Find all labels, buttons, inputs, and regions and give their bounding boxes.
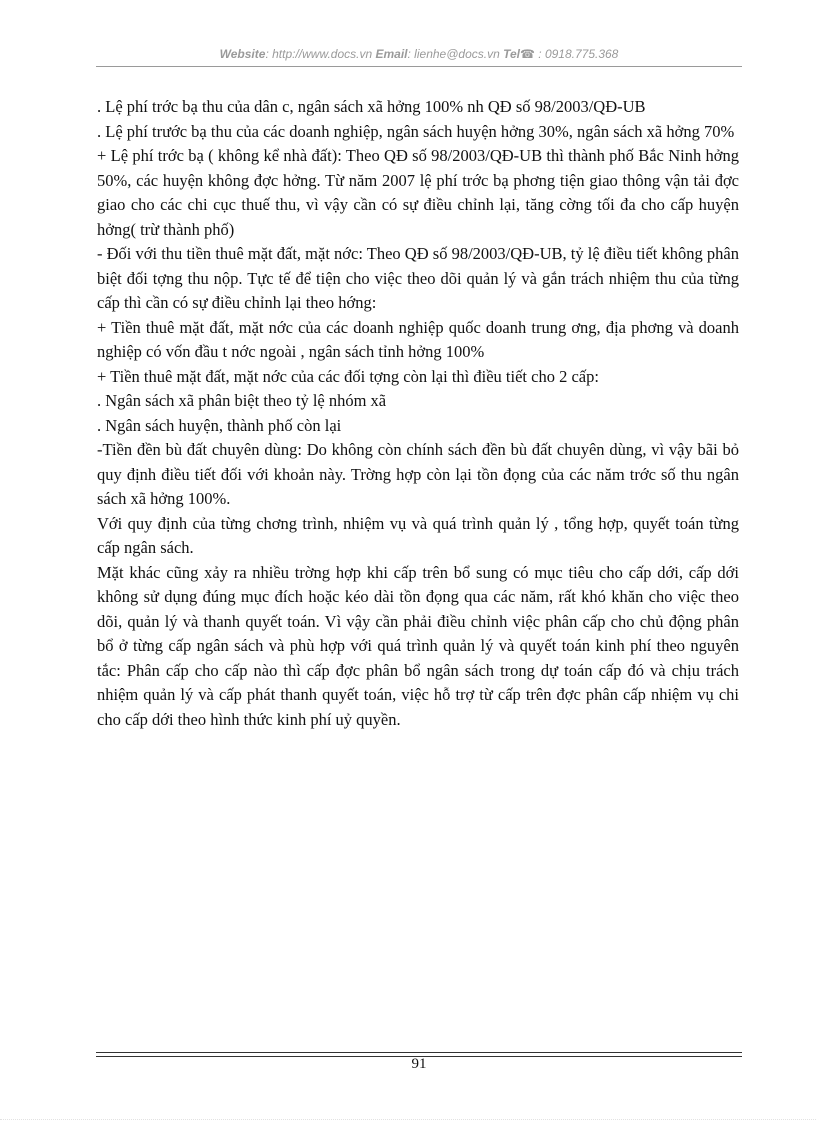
email-label: Email xyxy=(375,47,408,61)
document-body xyxy=(97,95,739,732)
paragraph: . Lệ phí trước bạ thu của các doanh nghiệp, ngân sách huyện hởng 30%, ngân sách xã hởng 70% xyxy=(97,121,735,141)
paragraph: - Đối với thu tiền thuê mặt đất, mặt nớc: Theo QĐ số 98/2003/QĐ-UB, tỷ lệ điều tiết không phân biệt đối tợng thu nộp. Tực tế để tiện cho việc theo dõi quản lý và gắn trách nhiệm thu của từng cấp thì cần có sự điều chỉnh lại theo hớng: xyxy=(97,244,739,312)
tel-value: ☎ : 0918.775.368 xyxy=(520,47,619,61)
page-number: 91 xyxy=(411,1056,427,1072)
paragraph: Với quy định của từng chơng trình, nhiệm vụ và quá trình quản lý , tổng hợp, quyết toán từng cấp ngân sách. xyxy=(97,513,739,557)
paragraph: Mặt khác cũng xảy ra nhiều trờng hợp khi cấp trên bổ sung có mục tiêu cho cấp dới, cấp dới không sử dụng đúng mục đích hoặc kéo dài tồn đọng qua các năm, rất khó khăn cho việc theo dõi, quản lý và thanh quyết toán. Vì vậy cần phải điều chỉnh việc phân cấp cho chủ động phân bổ ở từng cấp ngân sách và phù hợp với quá trình quản lý và quyết toán kinh phí theo nguyên tắc: Phân cấp cho cấp nào thì cấp đợc phân bổ ngân sách trong dự toán cấp đó và chịu trách nhiệm quản lý và cấp phát thanh quyết toán, việc hỗ trợ từ cấp trên đợc phân cấp nhiệm vụ chi cho cấp dới theo hình thức kinh phí uỷ quyền. xyxy=(97,562,739,729)
page-bottom-edge xyxy=(0,1119,816,1120)
email-value: : lienhe@docs.vn xyxy=(407,47,500,61)
tel-label: Tel xyxy=(503,47,520,61)
paragraph: . Lệ phí trớc bạ thu của dân c, ngân sách xã hởng 100% nh QĐ số 98/2003/QĐ-UB xyxy=(97,97,646,116)
paragraph: + Tiền thuê mặt đất, mặt nớc của các doanh nghiệp quốc doanh trung ơng, địa phơng và doanh nghiệp có vốn đầu t nớc ngoài , ngân sách tỉnh hởng 100% xyxy=(97,317,739,361)
page-header xyxy=(96,47,742,61)
paragraph: -Tiền đền bù đất chuyên dùng: Do không còn chính sách đền bù đất chuyên dùng, vì vậy bãi bỏ quy định điều tiết đối với khoản này. Trờng hợp còn lại tồn đọng của các năm trớc số thu ngân sách xã hởng 100%. xyxy=(97,440,739,508)
website-label: Website xyxy=(219,47,266,61)
website-value: : http://www.docs.vn xyxy=(265,47,373,61)
paragraph: . Ngân sách huyện, thành phố còn lại xyxy=(97,415,342,435)
paragraph: . Ngân sách xã phân biệt theo tỷ lệ nhóm xã xyxy=(97,391,387,410)
header-divider xyxy=(96,66,742,67)
paragraph: + Lệ phí trớc bạ ( không kể nhà đất): Theo QĐ số 98/2003/QĐ-UB thì thành phố Bắc Ninh hởng 50%, các huyện không đợc hởng. Từ năm 2007 lệ phí trớc bạ phơng tiện giao thông vận tải đợc giao cho các chi cục thuế thu, vì vậy cần có sự điều chỉnh lại, tăng cờng tối đa cho cấp huyện hởng( trừ thành phố) xyxy=(97,146,739,239)
paragraph: + Tiền thuê mặt đất, mặt nớc của các đối tợng còn lại thì điều tiết cho 2 cấp: xyxy=(97,366,599,386)
